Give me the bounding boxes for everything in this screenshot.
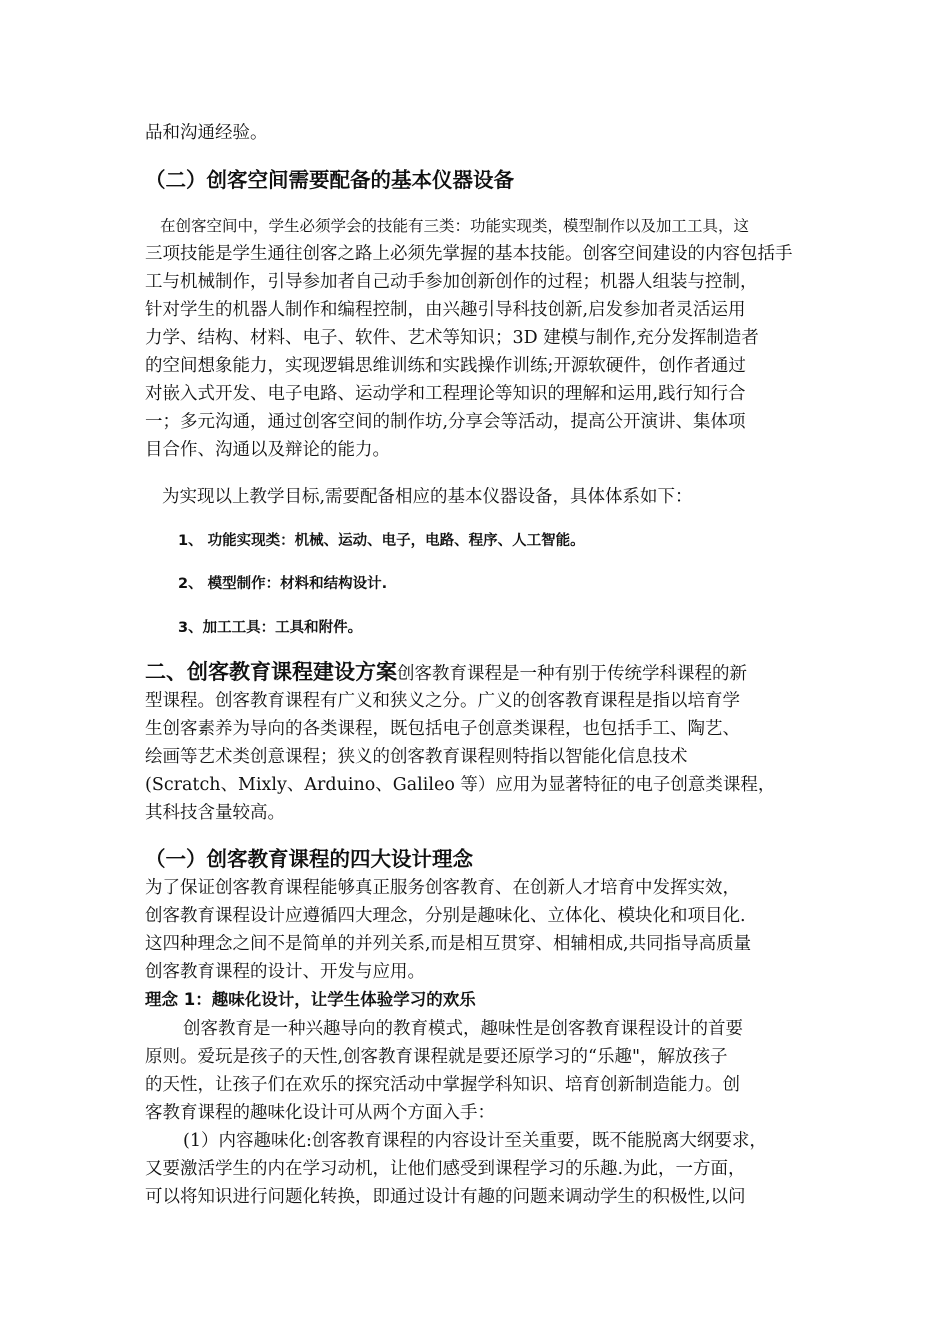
previous-paragraph-tail: 品和沟通经验。 (145, 123, 268, 143)
paragraph-line: 工与机械制作，引导参加者自己动手参加创新创作的过程；机器人组装与控制， (145, 272, 758, 292)
paragraph-line: 其科技含量较高。 (145, 803, 285, 823)
paragraph-line: 绘画等艺术类创意课程；狭义的创客教育课程则特指以智能化信息技术 (145, 747, 688, 767)
paragraph-line: 的天性，让孩子们在欢乐的探究活动中掌握学科知识、培育创新制造能力。创 (145, 1075, 740, 1095)
list-item: 1、 功能实现类：机械、运动、电子，电路、程序、人工智能。 (178, 533, 585, 549)
paragraph-line: 原则。爱玩是孩子的天性,创客教育课程就是要还原学习的“乐趣"，解放孩子 (145, 1047, 728, 1067)
list-item: 2、 模型制作：材料和结构设计. (178, 576, 388, 592)
paragraph-line: 生创客素养为导向的各类课程，既包括电子创意类课程，也包括手工、陶艺、 (145, 719, 740, 739)
paragraph-line: 这四种理念之间不是简单的并列关系,而是相互贯穿、相辅相成,共同指导高质量 (145, 934, 752, 954)
section-heading-1: （一）创客教育课程的四大设计理念 (145, 847, 473, 871)
paragraph-line: 一；多元沟通，通过创客空间的制作坊,分享会等活动，提高公开演讲、集体项 (145, 412, 746, 432)
paragraph-line: 客教育课程的趣味化设计可从两个方面入手： (145, 1103, 495, 1123)
paragraph-line: 在创客空间中，学生必须学会的技能有三类：功能实现类，模型制作以及加工工具，这 (160, 217, 750, 235)
paragraph-line: 又要激活学生的内在学习动机，让他们感受到课程学习的乐趣.为此，一方面， (145, 1159, 746, 1179)
paragraph-line: 可以将知识进行问题化转换，即通过设计有趣的问题来调动学生的积极性,以问 (145, 1187, 746, 1207)
paragraph-line: 三项技能是学生通往创客之路上必须先掌握的基本技能。创客空间建设的内容包括手 (145, 244, 793, 264)
paragraph-line: 创客教育课程设计应遵循四大理念，分别是趣味化、立体化、模块化和项目化. (145, 906, 746, 926)
paragraph-line: 型课程。创客教育课程有广义和狭义之分。广义的创客教育课程是指以培育学 (145, 691, 740, 711)
list-item: 3、加工工具：工具和附件。 (178, 620, 363, 636)
paragraph-line: 目合作、沟通以及辩论的能力。 (145, 440, 390, 460)
paragraph-line: 的空间想象能力，实现逻辑思维训练和实践操作训练;开源软硬件，创作者通过 (145, 356, 746, 376)
paragraph-equipment-intro: 为实现以上教学目标,需要配备相应的基本仪器设备，具体体系如下： (162, 487, 693, 507)
paragraph-line: 针对学生的机器人制作和编程控制，由兴趣引导科技创新,启发参加者灵活运用 (145, 300, 746, 320)
paragraph-line: (Scratch、Mixly、Arduino、Galileo 等）应用为显著特征的电子创意类课程， (145, 775, 776, 795)
paragraph-line: 创客教育课程是一种有别于传统学科课程的新 (397, 664, 747, 684)
paragraph-line: (1）内容趣味化:创客教育课程的内容设计至关重要，既不能脱离大纲要求， (183, 1131, 767, 1151)
paragraph-line: 为了保证创客教育课程能够真正服务创客教育、在创新人才培育中发挥实效， (145, 878, 740, 898)
section-heading-2: （二）创客空间需要配备的基本仪器设备 (145, 168, 514, 192)
concept-1-heading: 理念 1：趣味化设计，让学生体验学习的欢乐 (145, 990, 476, 1009)
chapter-heading-2: 二、创客教育课程建设方案 (145, 660, 397, 684)
paragraph-line: 对嵌入式开发、电子电路、运动学和工程理论等知识的理解和运用,践行知行合 (145, 384, 746, 404)
paragraph-line: 创客教育是一种兴趣导向的教育模式，趣味性是创客教育课程设计的首要 (183, 1019, 743, 1039)
paragraph-line: 创客教育课程的设计、开发与应用。 (145, 962, 425, 982)
chapter-2-first-line (145, 657, 747, 689)
paragraph-line: 力学、结构、材料、电子、软件、艺术等知识；3D 建模与制作,充分发挥制造者 (145, 328, 759, 348)
